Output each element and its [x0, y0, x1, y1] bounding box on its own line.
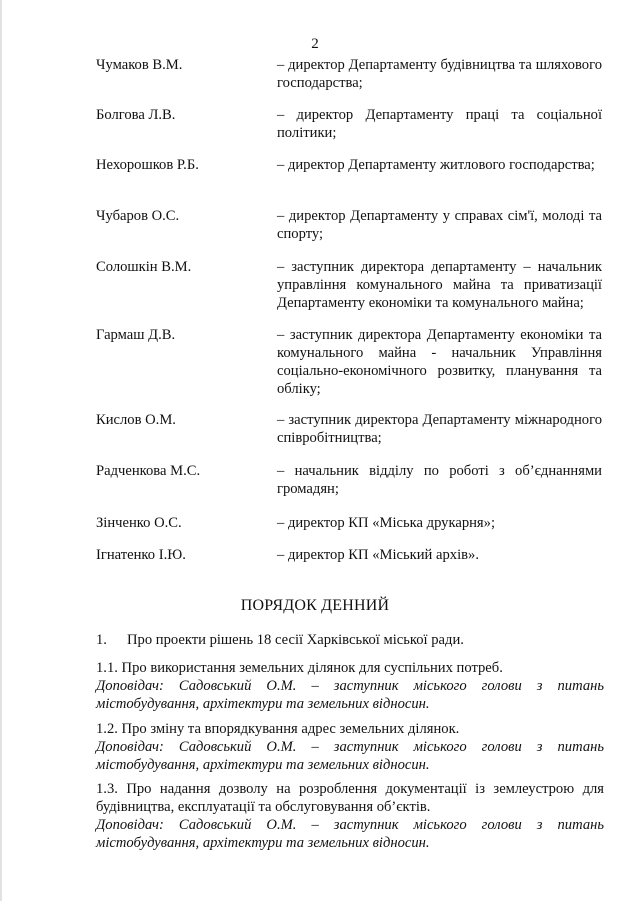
- agenda-item-text: Про проекти рішень 18 сесії Харківської міської ради.: [127, 632, 464, 648]
- agenda-subitem-title: 1.2. Про зміну та впорядкування адрес земельних ділянок.: [96, 721, 460, 737]
- agenda-item-number: 1.: [96, 632, 107, 648]
- attendee-role: – начальник відділу по роботі з об’єднаннями громадян;: [277, 463, 602, 497]
- attendee-role: – директор Департаменту житлового господарства;: [277, 157, 595, 173]
- attendee-name: Кислов О.М.: [96, 412, 176, 428]
- attendee-name: Чубаров О.С.: [96, 208, 180, 224]
- agenda-subitem: [96, 780, 604, 852]
- attendee-role: – заступник директора Департаменту економіки та комунального майна - начальник Управління соціально-економічного розвитку, планування та обліку;: [277, 327, 602, 397]
- attendee-name: Зінченко О.С.: [96, 515, 182, 531]
- attendee-role: – директор КП «Міський архів».: [277, 547, 479, 563]
- agenda-subitem-speaker: Доповідач: Садовський О.М. – заступник міського голови з питань містобудування, архітектури та земельних відносин.: [96, 678, 604, 712]
- attendee-name: Солошкін В.М.: [96, 259, 192, 275]
- scan-edge: [0, 0, 2, 901]
- agenda-subitem-title: 1.3. Про надання дозволу на розроблення документації із землеустрою для будівництва, експлуатації та обслуговування об’єктів.: [96, 781, 604, 815]
- attendee-name: Ігнатенко І.Ю.: [96, 547, 186, 563]
- attendee-name: Чумаков В.М.: [96, 57, 183, 73]
- agenda-subitem: [96, 720, 604, 774]
- attendee-role: – заступник директора Департаменту міжнародного співробітництва;: [277, 412, 602, 446]
- agenda-subitem-speaker: Доповідач: Садовський О.М. – заступник міського голови з питань містобудування, архітектури та земельних відносин.: [96, 817, 604, 851]
- agenda-subitem-speaker: Доповідач: Садовський О.М. – заступник міського голови з питань містобудування, архітектури та земельних відносин.: [96, 739, 604, 773]
- attendee-role: – заступник директора департаменту – начальник управління комунального майна та приватизації Департаменту економіки та комунального майна;: [277, 259, 602, 311]
- page-number: 2: [311, 36, 319, 52]
- agenda-item: [96, 631, 464, 649]
- attendee-role: – директор КП «Міська друкарня»;: [277, 515, 496, 531]
- attendee-role: – директор Департаменту праці та соціальної політики;: [277, 107, 602, 141]
- attendee-name: Радченкова М.С.: [96, 463, 201, 479]
- attendee-name: Болгова Л.В.: [96, 107, 176, 123]
- agenda-subitem: [96, 659, 604, 713]
- attendee-role: – директор Департаменту будівництва та шляхового господарства;: [277, 57, 602, 91]
- attendee-name: Гармаш Д.В.: [96, 327, 176, 343]
- agenda-title: ПОРЯДОК ДЕННИЙ: [240, 597, 390, 614]
- agenda-subitem-title: 1.1. Про використання земельних ділянок для суспільних потреб.: [96, 660, 503, 676]
- attendee-role: – директор Департаменту у справах сім'ї, молоді та спорту;: [277, 208, 602, 242]
- attendee-name: Нехорошков Р.Б.: [96, 157, 199, 173]
